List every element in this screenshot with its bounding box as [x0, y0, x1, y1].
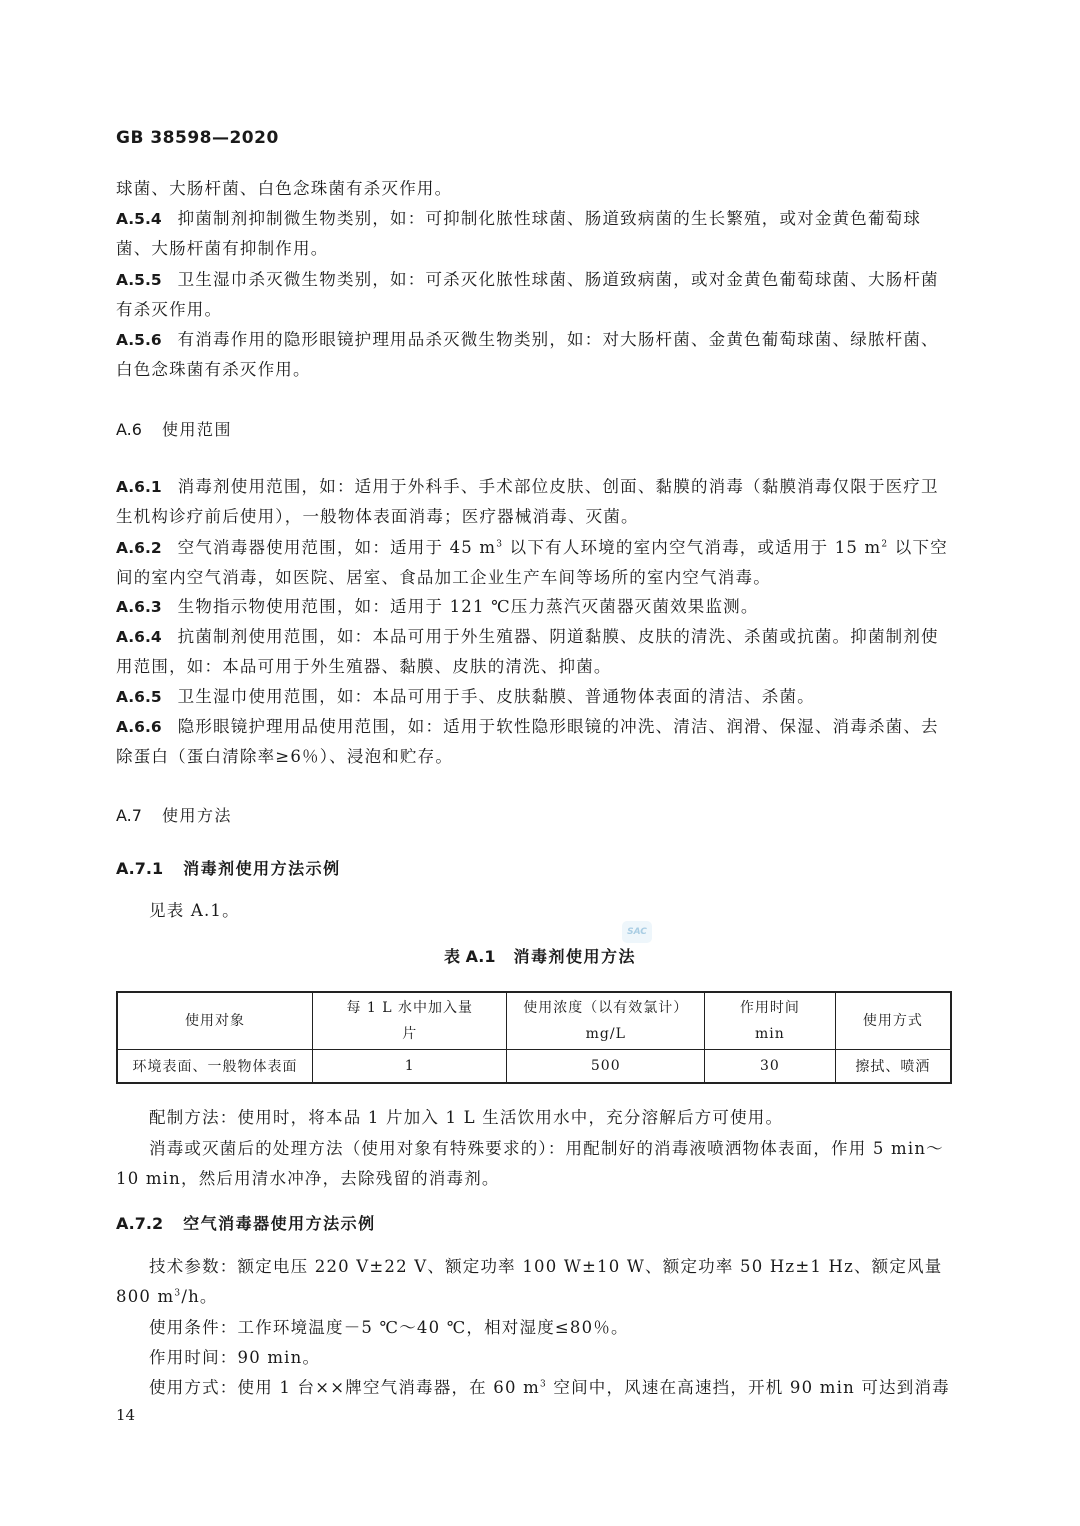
table-title: 消毒剂使用方法 — [513, 947, 636, 966]
clause-text: 抑菌制剂抑制微生物类别，如：可抑制化脓性球菌、肠道致病菌的生长繁殖，或对金黄色葡萄球菌、大肠杆菌有抑制作用。 — [116, 209, 922, 258]
paragraph-text: 空间中，风速在高速挡，开机 90 min 可达到消毒 — [546, 1378, 950, 1397]
clause-a55 — [116, 265, 956, 325]
section-title: 使用方法 — [161, 806, 232, 825]
table-header-row — [117, 992, 951, 1050]
table-header-cell — [313, 992, 507, 1050]
header-line: 使用对象 — [185, 1013, 245, 1029]
superscript: 3 — [539, 1379, 547, 1390]
usage-conditions-paragraph: 使用条件：工作环境温度－5 ℃～40 ℃，相对湿度≤80％。 — [149, 1318, 629, 1337]
document-code-header: GB 38598—2020 — [116, 128, 279, 148]
superscript: 3 — [496, 539, 504, 550]
section-number: A.7.2 — [116, 1214, 164, 1233]
clause-text: 抗菌制剂使用范围，如：本品可用于外生殖器、阴道黏膜、皮肤的清洗、杀菌或抗菌。抑菌制剂使用范围，如：本品可用于外生殖器、黏膜、皮肤的清洗、抑菌。 — [116, 627, 939, 676]
paragraph-text: 技术参数：额定电压 220 V±22 V、额定功率 100 W±10 W、额定功率 50 Hz±1 Hz、额定风量 800 m — [116, 1257, 943, 1306]
clause-number: A.5.6 — [116, 331, 162, 349]
table-cell: 1 — [313, 1050, 507, 1084]
table-cell: 500 — [507, 1050, 705, 1084]
table-header-cell — [705, 992, 836, 1050]
section-title: 消毒剂使用方法示例 — [183, 859, 341, 878]
clause-text: 以下空间的室内空气消毒，如医院、居室、食品加工企业生产车间等场所的室内空气消毒。 — [116, 538, 948, 587]
paragraph-continuation: 球菌、大肠杆菌、白色念珠菌有杀灭作用。 — [116, 179, 453, 198]
header-line: 使用浓度（以有效氯计） — [523, 1000, 689, 1016]
action-time-paragraph: 作用时间：90 min。 — [149, 1348, 321, 1367]
technical-parameters-paragraph — [116, 1252, 956, 1312]
table-row — [117, 1050, 951, 1084]
preparation-method-paragraph: 配制方法：使用时，将本品 1 片加入 1 L 生活饮用水中，充分溶解后方可使用。 — [149, 1108, 784, 1127]
clause-text: 消毒剂使用范围，如：适用于外科手、手术部位皮肤、创面、黏膜的消毒（黏膜消毒仅限于医疗卫生机构诊疗前后使用），一般物体表面消毒；医疗器械消毒、灭菌。 — [116, 477, 939, 526]
table-header-cell — [835, 992, 951, 1050]
header-line: 作用时间 — [739, 1000, 800, 1016]
clause-text: 有消毒作用的隐形眼镜护理用品杀灭微生物类别，如：对大肠杆菌、金黄色葡萄球菌、绿脓杆菌、白色念珠菌有杀灭作用。 — [116, 330, 939, 379]
header-line: 每 1 L 水中加入量 — [346, 1000, 474, 1016]
clause-a65 — [116, 682, 956, 712]
table-cell: 擦拭、喷洒 — [835, 1050, 951, 1084]
table-cell: 环境表面、一般物体表面 — [117, 1050, 313, 1084]
header-unit: mg/L — [585, 1026, 626, 1042]
clause-a61 — [116, 472, 956, 532]
clause-number: A.6.3 — [116, 598, 162, 616]
subsection-heading-a71 — [116, 856, 341, 879]
section-number: A.7.1 — [116, 859, 164, 878]
clause-number: A.6.1 — [116, 478, 162, 496]
section-title: 使用范围 — [161, 420, 232, 439]
clause-a62 — [116, 533, 956, 593]
clause-a63 — [116, 592, 956, 622]
header-line: 使用方式 — [862, 1013, 923, 1029]
clause-a56 — [116, 325, 956, 385]
table-header-cell — [117, 992, 313, 1050]
subsection-heading-a72 — [116, 1211, 376, 1234]
clause-number: A.5.4 — [116, 210, 162, 228]
header-unit: min — [754, 1026, 785, 1042]
superscript: 2 — [881, 539, 889, 550]
header-unit: 片 — [402, 1026, 418, 1042]
section-number: A.6 — [116, 420, 142, 439]
clause-text: 空气消毒器使用范围，如：适用于 45 m — [177, 538, 497, 557]
table-caption — [0, 944, 1080, 967]
clause-a64 — [116, 622, 956, 682]
clause-number: A.6.6 — [116, 718, 162, 736]
see-table-paragraph: 见表 A.1。 — [149, 901, 240, 920]
section-heading-a7 — [116, 803, 232, 826]
clause-text: 隐形眼镜护理用品使用范围，如：适用于软性隐形眼镜的冲洗、清洁、润滑、保湿、消毒杀菌、去除蛋白（蛋白清除率≥6％）、浸泡和贮存。 — [116, 717, 939, 766]
superscript: 3 — [174, 1288, 182, 1299]
table-header-cell — [507, 992, 705, 1050]
section-heading-a6 — [116, 417, 232, 440]
clause-a54 — [116, 204, 956, 264]
section-number: A.7 — [116, 806, 142, 825]
paragraph-text: 使用方式：使用 1 台××牌空气消毒器，在 60 m — [149, 1378, 540, 1397]
usage-method-paragraph — [116, 1373, 956, 1403]
clause-number: A.5.5 — [116, 271, 162, 289]
table-number: 表 A.1 — [444, 947, 496, 966]
table-cell: 30 — [705, 1050, 836, 1084]
clause-number: A.6.5 — [116, 688, 162, 706]
clause-number: A.6.2 — [116, 539, 162, 557]
disinfectant-usage-table — [116, 991, 952, 1084]
clause-text: 以下有人环境的室内空气消毒，或适用于 15 m — [503, 538, 882, 557]
post-treatment-paragraph: 消毒或灭菌后的处理方法（使用对象有特殊要求的）：用配制好的消毒液喷洒物体表面，作用 5 min～10 min，然后用清水冲净，去除残留的消毒剂。 — [116, 1139, 944, 1188]
page-number: 14 — [116, 1406, 136, 1424]
clause-number: A.6.4 — [116, 628, 162, 646]
clause-text: 卫生湿巾杀灭微生物类别，如：可杀灭化脓性球菌、肠道致病菌，或对金黄色葡萄球菌、大肠杆菌有杀灭作用。 — [116, 270, 939, 319]
clause-text: 生物指示物使用范围，如：适用于 121 ℃压力蒸汽灭菌器灭菌效果监测。 — [177, 597, 759, 616]
paragraph-text: /h。 — [181, 1287, 218, 1306]
clause-text: 卫生湿巾使用范围，如：本品可用于手、皮肤黏膜、普通物体表面的清洁、杀菌。 — [177, 687, 815, 706]
clause-a66 — [116, 712, 956, 772]
sac-watermark-logo: SAC — [622, 921, 652, 943]
section-title: 空气消毒器使用方法示例 — [183, 1214, 376, 1233]
